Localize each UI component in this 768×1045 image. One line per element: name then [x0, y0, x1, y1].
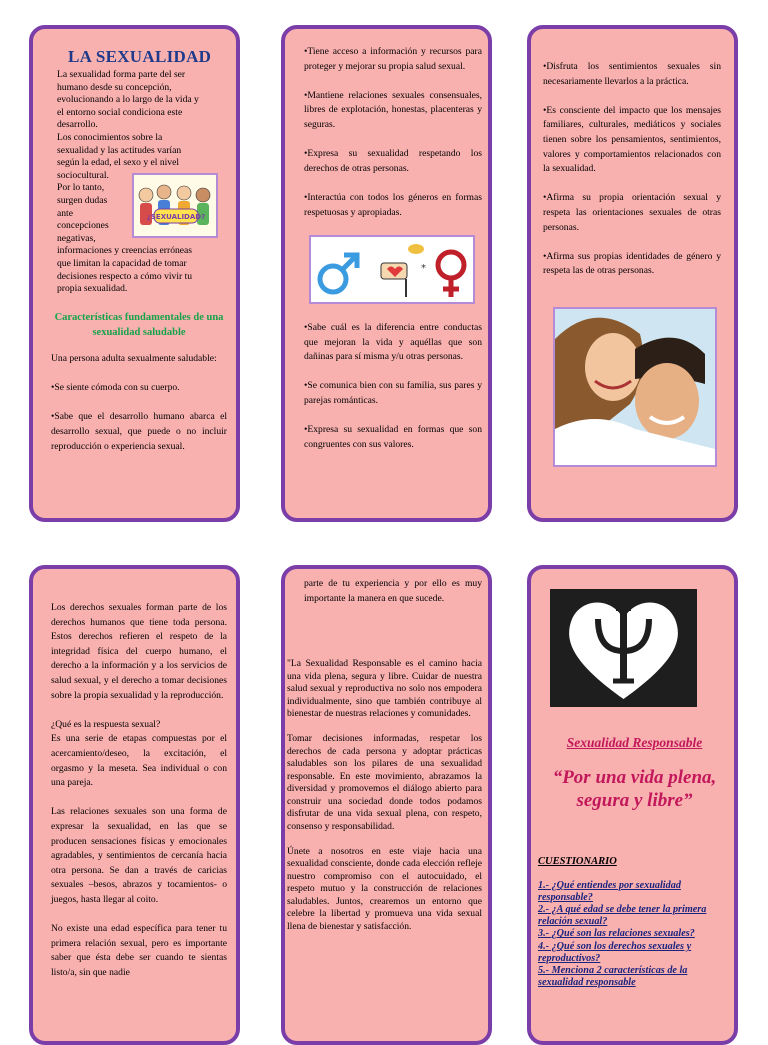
cartoon-label: ¿SEXUALIDAD? — [146, 213, 206, 221]
gender-symbols-image — [309, 235, 475, 304]
intro-line: sexualidad y las actitudes varían — [57, 144, 182, 156]
paragraph: Es una serie de etapas compuestas por el acercamiento/deseo, la excitación, el orgasmo y la meseta. Sea individual o con una pareja. — [51, 733, 227, 789]
questionnaire-list — [538, 880, 733, 989]
paragraph: "La Sexualidad Responsable es el camino hacia una vida plena, segura y libre. Cuidar de nuestra salud sexual y reproductiva no solo nos empodera individualmente, sino que también contribuye al bienestar de nuestras relaciones y comunidades. — [287, 658, 482, 719]
intro-line: propia sexualidad. — [57, 283, 128, 295]
panel-characteristics-2 — [281, 25, 492, 522]
bullet-item: •Se comunica bien con su familia, sus pares y parejas románticas. — [304, 380, 482, 406]
intro-line: concepciones — [57, 220, 109, 232]
panel5-continuation — [304, 577, 482, 606]
intro-line: sociocultural. — [57, 169, 109, 181]
panel5-body — [287, 658, 482, 933]
paragraph: Únete a nosotros en este viaje hacia una sexualidad consciente, donde cada elección refleje nuestro compromiso con el autocuidado, el respeto mutuo y la construcción de relaciones saludables. Juntos, crearemos un entorno que celebre la libertad y promueva una vida sexual llena de bienestar y satisfacción. — [287, 845, 482, 932]
intro-line: Por lo tanto, — [57, 182, 105, 194]
panel2-body-top — [304, 45, 482, 235]
bullet-item: •Expresa su sexualidad en formas que son congruentes con sus valores. — [304, 424, 482, 450]
paragraph: No existe una edad específica para tener tu primera relación sexual, pero es importante saber que ésta debe ser cuando te sientas listo/a, sin que nadie — [51, 923, 227, 978]
psi-heart-logo — [550, 589, 697, 707]
bullet-item: •Es consciente del impacto que los mensajes familiares, culturales, mediáticos y sociales tienen sobre los pensamientos, sentimientos, valores y comportamientos relacionados con la sexualidad. — [543, 104, 721, 175]
question-heading: ¿Qué es la respuesta sexual? — [51, 718, 161, 730]
cartoon-people-image — [132, 173, 218, 238]
intro-line: según la edad, el sexo y el nivel — [57, 157, 180, 169]
panel-la-sexualidad — [29, 25, 240, 522]
bullet-item: •Se siente cómoda con su cuerpo. — [51, 382, 180, 394]
panel1-body — [51, 352, 227, 469]
bullet-item: •Expresa su sexualidad respetando los derechos de otras personas. — [304, 148, 482, 174]
panel2-body-bottom — [304, 321, 482, 467]
panel4-body — [51, 601, 227, 995]
bullet-item: •Afirma su propia orientación sexual y respeta las orientaciones sexuales de otras personas. — [543, 192, 721, 233]
panel-characteristics-3 — [527, 25, 738, 522]
panel-sexual-rights — [29, 565, 240, 1045]
question-item: 4.- ¿Qué son los derechos sexuales y reproductivos? — [538, 940, 692, 964]
couple-photo — [553, 307, 717, 467]
paragraph: Tomar decisiones informadas, respetar los derechos de cada persona y adoptar prácticas saludables son los pilares de una sexualidad responsable. En este movimiento, abrazamos la diversidad y promovemos el diálogo abierto para construir una sociedad donde todos podamos disfrutar de una vida sexual plena, con respeto, consenso y responsabilidad. — [287, 733, 482, 832]
intro-line: evolucionando a lo largo de la vida y — [57, 94, 199, 106]
bullet-item: •Sabe cuál es la diferencia entre conductas que mejoran la vida y aquéllas que son dañinas para sí misma y/u otras personas. — [304, 322, 482, 363]
intro-line: el entorno social condiciona este — [57, 106, 183, 118]
bullet-item: •Sabe que el desarrollo humano abarca el desarrollo sexual, que puede o no incluir reproducción o experiencia sexual. — [51, 411, 227, 452]
intro-paragraph: Una persona adulta sexualmente saludable: — [51, 353, 217, 364]
question-item: 3.- ¿Qué son las relaciones sexuales? — [538, 928, 695, 940]
bullet-item: •Afirma sus propias identidades de género y respeta las de otras personas. — [543, 250, 721, 277]
intro-line: La sexualidad forma parte del ser — [57, 69, 186, 80]
couple-photo-icon — [555, 309, 715, 465]
intro-line: informaciones y creencias erróneas — [57, 245, 193, 257]
intro-line: decisiones respecto a cómo vivir tu — [57, 270, 193, 282]
intro-line: humano desde su concepción, — [57, 81, 172, 93]
gender-symbols-icon — [311, 237, 473, 302]
intro-line: negativas, — [57, 232, 96, 244]
panel-cover — [527, 565, 738, 1045]
bullet-item: •Disfruta los sentimientos sexuales sin necesariamente llevarlos a la práctica. — [543, 61, 721, 87]
question-item: 1.- ¿Qué entiendes por sexualidad responsable? — [538, 880, 681, 903]
questionnaire-title: CUESTIONARIO — [538, 856, 617, 867]
cover-slogan: “Por una vida plena, segura y libre” — [552, 767, 717, 811]
question-item: 5.- Menciona 2 características de la sexualidad responsable — [538, 965, 688, 988]
bullet-item: •Interactúa con todos los géneros en formas respetuosas y apropiadas. — [304, 191, 482, 218]
intro-line: desarrollo. — [57, 119, 98, 131]
psi-heart-icon — [550, 589, 697, 707]
paragraph: parte de tu experiencia y por ello es muy importante la manera en que sucede. — [304, 578, 482, 604]
cartoon-people-icon — [134, 175, 216, 236]
svg-text:*: * — [421, 263, 426, 274]
question-item: 2.- ¿A qué edad se debe tener la primera relación sexual? — [538, 904, 707, 927]
intro-line: Los conocimientos sobre la — [57, 131, 163, 143]
panel3-body — [543, 60, 721, 294]
intro-line: surgen dudas — [57, 194, 108, 206]
paragraph: Las relaciones sexuales son una forma de expresar la sexualidad, en las que se producen sensaciones físicas y emocionales agradables, y sentimientos de cercanía hacia otra persona. Se dan a través de caricias sexuales –besos, abrazos y tocamientos- o juegos, hasta llegar al coito. — [51, 806, 227, 905]
bullet-item: •Mantiene relaciones sexuales consensuales, libres de explotación, honestas, placenteras y seguras. — [304, 89, 482, 130]
section-subtitle: Características fundamentales de una sexualidad saludable — [54, 312, 224, 338]
cover-title: Sexualidad Responsable — [566, 735, 703, 750]
intro-line: ante — [57, 207, 73, 219]
paragraph: Los derechos sexuales forman parte de los derechos humanos que tiene toda persona. Estos derechos refieren el respeto de la integridad física del cuerpo humano, el derecho a la información y a los servicios de salud sexual, y el derecho a tomar decisiones sobre la propia sexualidad y la reproducción. — [51, 602, 227, 701]
bullet-item: •Tiene acceso a información y recursos para proteger y mejorar su propia salud sexual. — [304, 46, 482, 72]
panel-responsible-sexuality — [281, 565, 492, 1045]
page-title: LA SEXUALIDAD — [68, 47, 212, 66]
intro-line: que limitan la capacidad de tomar — [57, 257, 187, 269]
